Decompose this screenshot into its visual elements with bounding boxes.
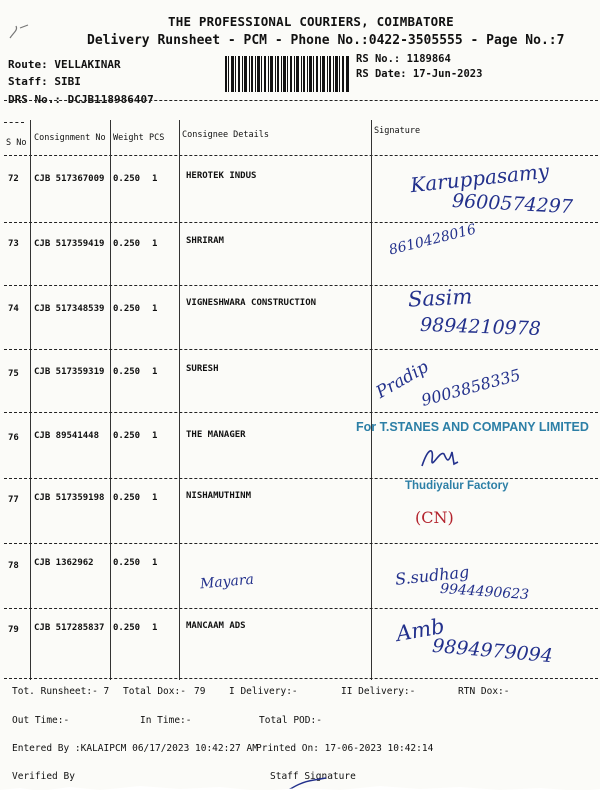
total-pod-label: Total POD:- xyxy=(259,715,322,726)
grid-line xyxy=(371,120,372,680)
document-subtitle: Delivery Runsheet - PCM - Phone No.:0422-3505555 - Page No.:7 xyxy=(87,33,565,48)
column-divider xyxy=(4,155,598,156)
in-time-label: In Time:- xyxy=(140,715,192,726)
table-bottom-divider xyxy=(4,678,598,679)
col-pcs: PCS xyxy=(149,133,165,143)
signature-phone: 8610428016 xyxy=(387,221,478,259)
signature-phone: 9600574297 xyxy=(451,189,574,219)
signature-name: Mayara xyxy=(199,571,255,593)
header-tick xyxy=(4,122,24,123)
total-runsheet: Tot. Runsheet:- 7 xyxy=(12,686,110,697)
signature-phone: 9003858335 xyxy=(419,365,523,410)
entered-by: Entered By :KALAIPCM 06/17/2023 10:42:27 AM xyxy=(12,743,258,754)
col-sno: S No xyxy=(6,138,27,148)
row-pcs: 1 xyxy=(152,304,158,314)
row-consignee: SURESH xyxy=(186,364,219,374)
row-consignment: CJB 89541448 xyxy=(34,431,100,441)
row-divider xyxy=(4,412,598,413)
i-delivery-label: I Delivery:- xyxy=(229,686,298,697)
row-weight: 0.250 xyxy=(113,239,141,249)
row-pcs: 1 xyxy=(152,367,158,377)
row-pcs: 1 xyxy=(152,493,158,503)
row-sno: 79 xyxy=(8,625,19,635)
row-weight: 0.250 xyxy=(113,304,141,314)
row-consignment: CJB 517359319 xyxy=(34,367,105,377)
row-divider xyxy=(4,222,598,223)
rtn-dox-label: RTN Dox:- xyxy=(458,686,510,697)
staff-label: Staff: SIBI xyxy=(8,75,81,88)
grid-line xyxy=(30,120,31,680)
verified-by-label: Verified By xyxy=(12,771,75,782)
row-consignment: CJB 517348539 xyxy=(34,304,105,314)
company-stamp: For T.STANES AND COMPANY LIMITED xyxy=(356,420,589,434)
row-weight: 0.250 xyxy=(113,367,141,377)
row-consignee: MANCAAM ADS xyxy=(186,621,246,631)
row-divider xyxy=(4,349,598,350)
pen-mark-icon xyxy=(6,22,36,42)
col-consignment: Consignment No xyxy=(34,133,106,143)
factory-stamp: Thudiyalur Factory xyxy=(405,480,509,492)
row-consignee: SHRIRAM xyxy=(186,236,224,246)
row-consignee: HEROTEK INDUS xyxy=(186,171,257,181)
row-weight: 0.250 xyxy=(113,493,141,503)
signature-name: S.sudhag xyxy=(394,562,471,589)
signature-phone: 9944490623 xyxy=(439,580,530,604)
row-sno: 76 xyxy=(8,433,19,443)
row-sno: 77 xyxy=(8,495,19,505)
row-weight: 0.250 xyxy=(113,174,141,184)
torn-paper-edge xyxy=(0,778,600,800)
ii-delivery-label: II Delivery:- xyxy=(341,686,416,697)
row-sno: 74 xyxy=(8,304,19,314)
row-pcs: 1 xyxy=(152,174,158,184)
signature-phone: 9894979094 xyxy=(431,634,554,668)
signature-name: Amb xyxy=(394,613,447,647)
row-divider xyxy=(4,285,598,286)
row-sno: 78 xyxy=(8,561,19,571)
signature-scribble-icon xyxy=(418,440,460,474)
printed-on: Printed On: 17-06-2023 10:42:14 xyxy=(256,743,434,754)
total-dox-label: Total Dox:- xyxy=(123,686,186,697)
rs-date: RS Date: 17-Jun-2023 xyxy=(356,68,483,80)
row-sno: 75 xyxy=(8,369,19,379)
total-dox-value: 79 xyxy=(194,686,206,697)
row-divider xyxy=(4,543,598,544)
out-time-label: Out Time:- xyxy=(12,715,70,726)
row-pcs: 1 xyxy=(152,431,158,441)
row-pcs: 1 xyxy=(152,558,158,568)
row-consignment: CJB 517367009 xyxy=(34,174,105,184)
col-consignee: Consignee Details xyxy=(182,130,269,140)
row-pcs: 1 xyxy=(152,239,158,249)
signature-name: Pradip xyxy=(372,357,433,403)
grid-line xyxy=(110,120,111,680)
row-divider xyxy=(4,478,598,479)
signature-name: Sasim xyxy=(407,284,473,312)
grid-line xyxy=(179,120,180,680)
document-title: THE PROFESSIONAL COURIERS, COIMBATORE xyxy=(168,14,454,29)
col-signature: Signature xyxy=(374,126,421,136)
row-consignment: CJB 517285837 xyxy=(34,623,105,633)
cn-mark: (CN) xyxy=(415,508,454,527)
signature-phone: 9894210978 xyxy=(419,313,542,341)
row-consignee: VIGNESHWARA CONSTRUCTION xyxy=(186,298,317,308)
row-consignee: THE MANAGER xyxy=(186,430,246,440)
barcode-icon xyxy=(225,56,349,92)
row-sno: 72 xyxy=(8,174,19,184)
row-divider xyxy=(4,608,598,609)
col-weight: Weight xyxy=(113,133,144,143)
staff-signature-label: Staff Signature xyxy=(270,771,356,782)
header-divider xyxy=(4,100,598,101)
signature-name: Karuppasamy xyxy=(409,158,551,198)
drs-number: DRS No.: DCJB118986407 xyxy=(8,93,154,106)
row-consignment: CJB 517359198 xyxy=(34,493,105,503)
row-weight: 0.250 xyxy=(113,431,141,441)
row-weight: 0.250 xyxy=(113,558,141,568)
row-consignment: CJB 1362962 xyxy=(34,558,94,568)
route-label: Route: VELLAKINAR xyxy=(8,58,121,71)
rs-number: RS No.: 1189864 xyxy=(356,53,451,65)
row-weight: 0.250 xyxy=(113,623,141,633)
row-sno: 73 xyxy=(8,239,19,249)
row-pcs: 1 xyxy=(152,623,158,633)
row-consignee: NISHAMUTHINM xyxy=(186,491,252,501)
row-consignment: CJB 517359419 xyxy=(34,239,105,249)
